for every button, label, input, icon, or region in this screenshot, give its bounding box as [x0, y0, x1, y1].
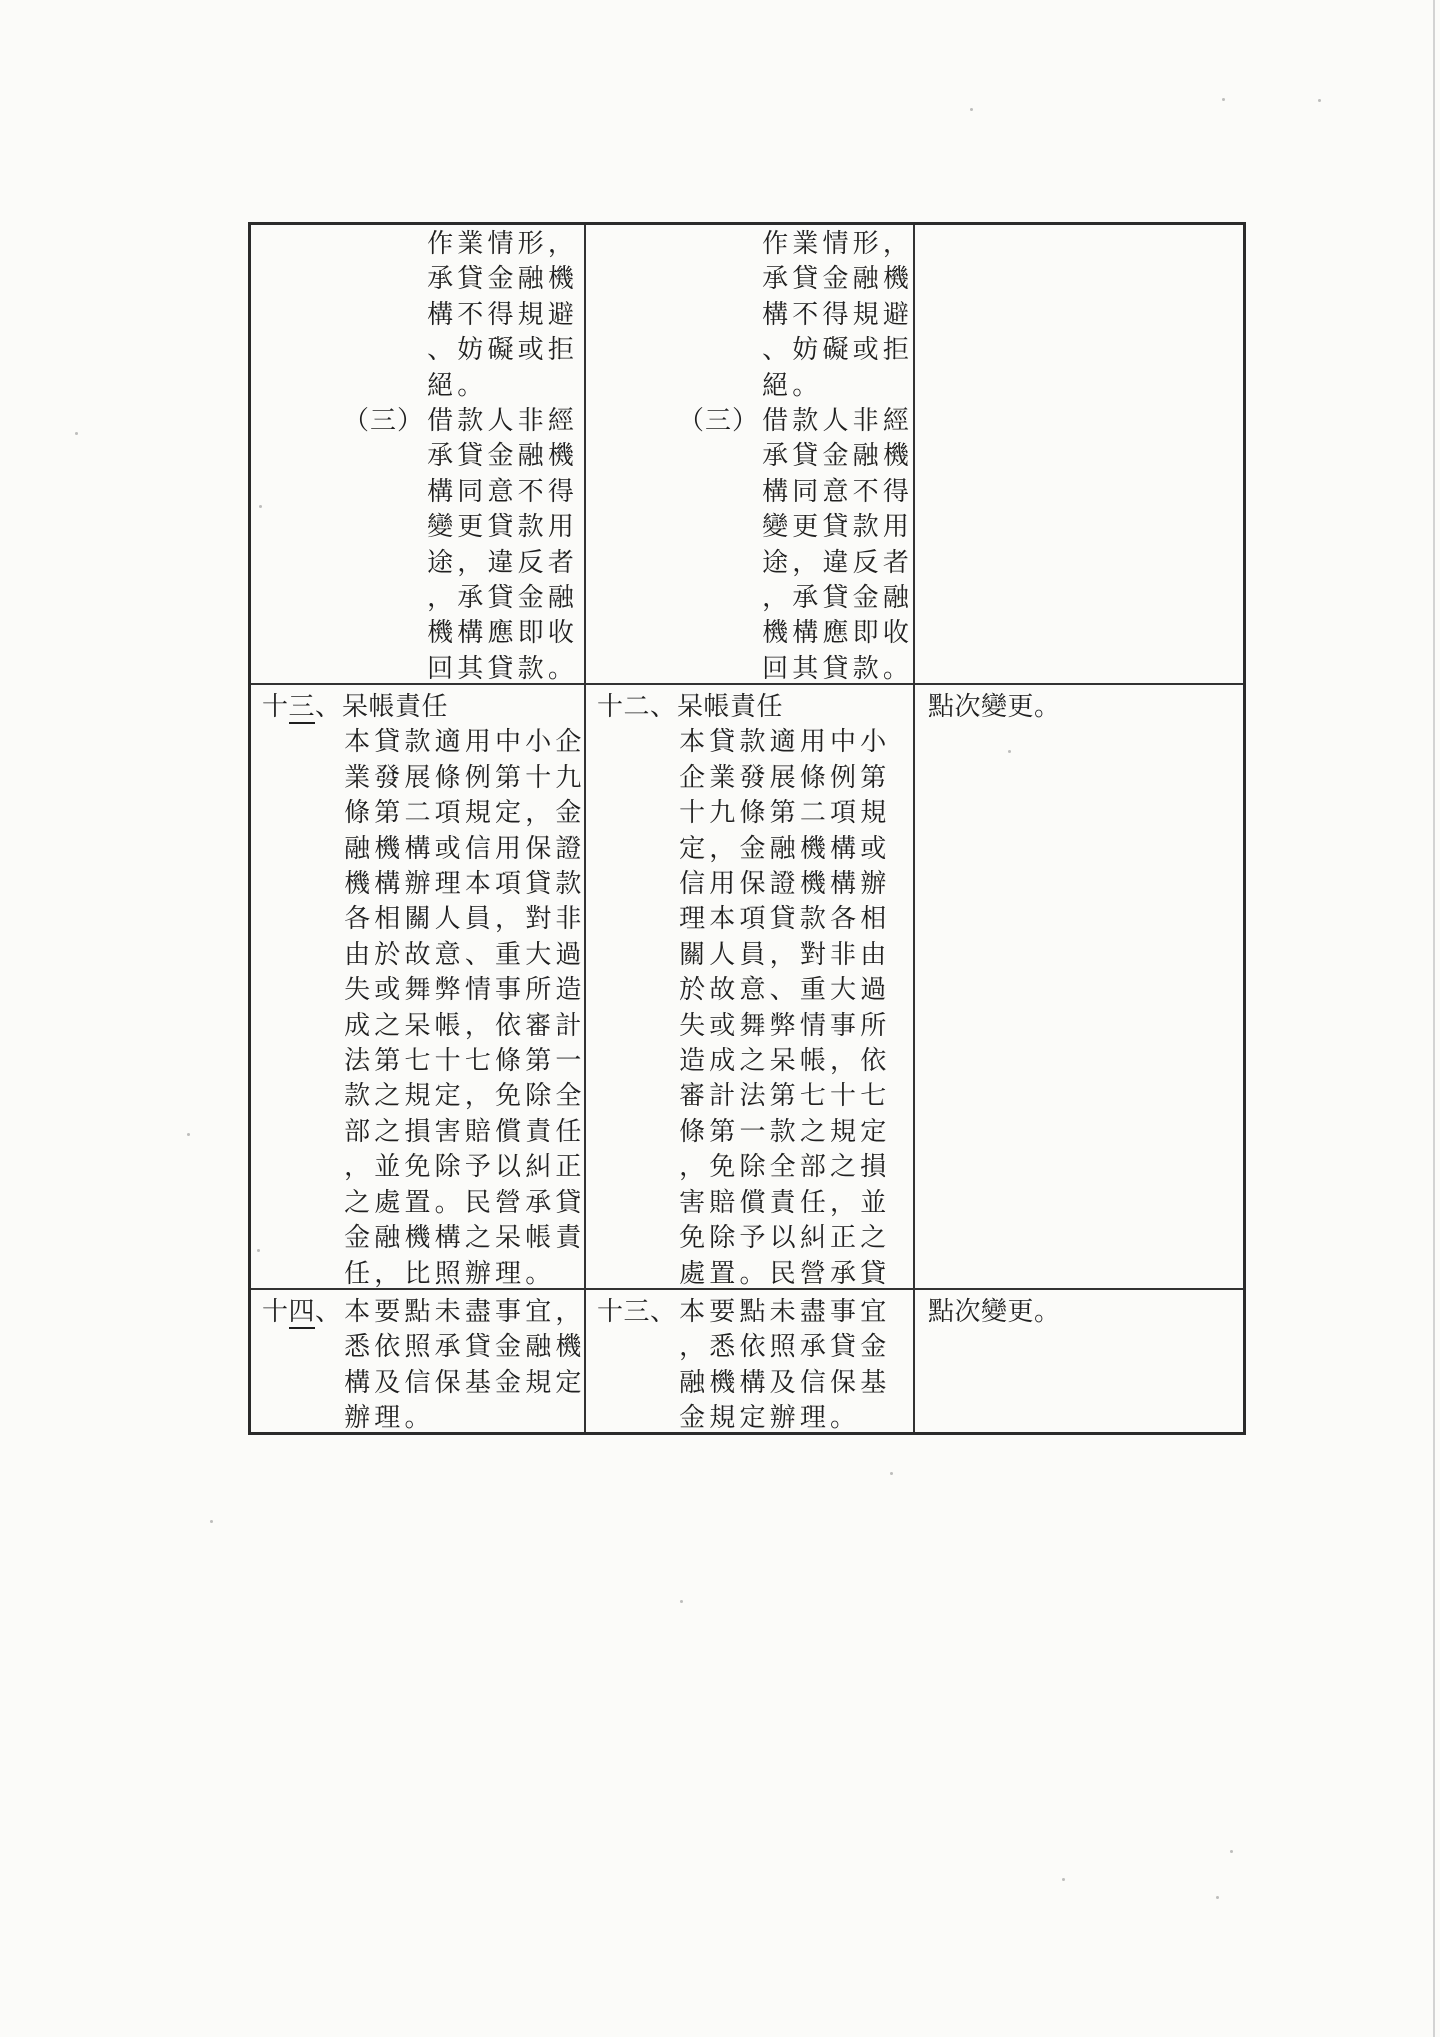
scan-speck	[1062, 1878, 1065, 1881]
scan-speck	[1216, 1896, 1219, 1899]
scan-speck	[1222, 98, 1225, 101]
item-body-text: 本 貸 款 適 用 中 小企 業 發 展 條 例 第十 九 條 第 二 項 規定 ， 金 融 機 構 或信 用 保 證 機 構 辦理 本 項 貸 款 各 相關 人 員 ， 對 非 由於 故 意 、 重 大 過失 或 舞 弊 情 事 所造 成 之 呆 帳 ， 依審 計 法 第 七 十 七條 第 一 款 之 規 定， 免 除 全 部 之 損害 賠 償 責 任 ， 並免 除 予 以 糾 正 之處 置 。 民 營 承 貸	[679, 727, 887, 1288]
item-number-label	[262, 1294, 342, 1432]
remark-text: 點次變更。	[928, 692, 1061, 721]
clause-continuation-text: 作 業 情 形 ，承 貸 金 融 機構 不 得 規 避、 妨 礙 或 拒絕 。	[427, 229, 574, 400]
cell-row3-original	[586, 1290, 915, 1432]
item-number-label	[597, 1294, 677, 1432]
item-body	[342, 1294, 584, 1432]
scan-speck	[210, 1520, 213, 1523]
numbered-item-13	[597, 1294, 913, 1432]
clause-continuation-text: 作 業 情 形 ，承 貸 金 融 機構 不 得 規 避、 妨 礙 或 拒絕 。	[762, 229, 909, 400]
cell-row3-amended	[251, 1290, 586, 1432]
item-body-text: 本 要 點 未 盡 事 宜， 悉 依 照 承 貸 金融 機 構 及 信 保 基金 規 定 辦 理 。	[679, 1297, 887, 1432]
scan-edge-line	[1433, 0, 1435, 2037]
scan-speck	[187, 1133, 190, 1136]
sub-clause-number-label: （三）	[343, 406, 425, 436]
item-body-text: 本 要 點 未 盡 事 宜 ，悉 依 照 承 貸 金 融 機構 及 信 保 基 金 規 定辦 理 。	[344, 1297, 582, 1432]
cell-row3-remarks	[915, 1290, 1243, 1432]
label-text: 十三	[597, 1297, 651, 1326]
numbered-item-14	[262, 1294, 584, 1432]
label-separator: 、	[650, 1297, 677, 1326]
cell-row1-remarks-empty	[915, 225, 1243, 685]
label-text: 十	[262, 1297, 289, 1326]
cell-row1-original	[586, 225, 915, 685]
sub-clause-text: 借 款 人 非 經承 貸 金 融 機構 同 意 不 得變 更 貸 款 用途 ， 違 反 者， 承 貸 金 融機 構 應 即 收回 其 貸 款 。	[427, 406, 574, 683]
label-separator: 、	[315, 692, 342, 721]
scan-speck	[890, 1472, 893, 1475]
label-text: 十二	[597, 692, 651, 721]
label-underlined-char: 四	[289, 1297, 316, 1329]
item-body	[677, 1294, 913, 1432]
sub-clause-number-label: （三）	[678, 406, 760, 436]
numbered-item-13	[262, 689, 584, 1290]
amendment-comparison-table	[248, 222, 1246, 1435]
scan-speck	[970, 108, 973, 111]
item-title: 呆帳責任	[342, 692, 449, 721]
sub-clause-3	[343, 403, 584, 685]
label-separator: 、	[650, 692, 677, 721]
label-separator: 、	[315, 1297, 342, 1326]
cell-row2-remarks	[915, 685, 1243, 1290]
scan-speck	[75, 432, 78, 435]
sub-clause-3	[678, 403, 913, 685]
item-body	[677, 689, 913, 1290]
item-number-label	[262, 689, 342, 1290]
item-body	[342, 689, 584, 1290]
cell-row1-amended	[251, 225, 586, 685]
item-number-label	[597, 689, 677, 1290]
scan-speck	[680, 1600, 683, 1603]
item-body-text: 本 貸 款 適 用 中 小 企業 發 展 條 例 第 十 九條 第 二 項 規 定 ， 金融 機 構 或 信 用 保 證機 構 辦 理 本 項 貸 款各 相 關 人 員 ， 對 非由 於 故 意 、 重 大 過失 或 舞 弊 情 事 所 造成 之 呆 帳 ， 依 審 計法 第 七 十 七 條 第 一款 之 規 定 ， 免 除 全部 之 損 害 賠 償 責 任， 並 免 除 予 以 糾 正之 處 置 。 民 營 承 貸金 融 機 構 之 呆 帳 責任 ， 比 照 辦 理 。	[344, 727, 582, 1288]
remark-text: 點次變更。	[928, 1297, 1061, 1326]
label-text: 十	[262, 692, 289, 721]
scan-speck	[1230, 1850, 1233, 1853]
scan-speck	[1318, 99, 1321, 102]
cell-row2-amended	[251, 685, 586, 1290]
item-title: 呆帳責任	[677, 692, 784, 721]
sub-clause-text: 借 款 人 非 經承 貸 金 融 機構 同 意 不 得變 更 貸 款 用途 ， 違 反 者， 承 貸 金 融機 構 應 即 收回 其 貸 款 。	[762, 406, 909, 683]
numbered-item-12	[597, 689, 913, 1290]
cell-row2-original	[586, 685, 915, 1290]
label-underlined-char: 三	[289, 692, 316, 724]
